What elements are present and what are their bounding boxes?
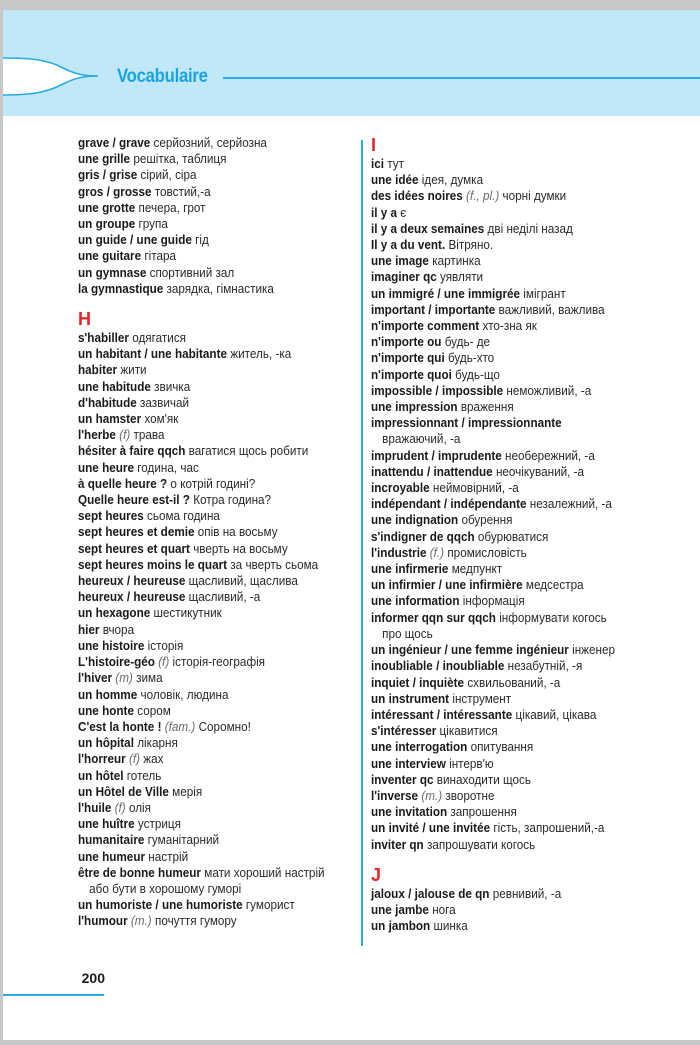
- vocab-entry: [371, 172, 650, 188]
- vocab-entry: [78, 638, 338, 654]
- ukrainian-translation: інформація: [462, 594, 525, 609]
- ukrainian-translation: готель: [126, 768, 162, 783]
- vocab-entry: [78, 605, 338, 621]
- vocab-entry: [371, 253, 650, 269]
- ukrainian-translation: олія: [128, 800, 151, 815]
- vocab-entry: [371, 837, 650, 853]
- ukrainian-translation: інтерв'ю: [449, 756, 494, 771]
- vocab-entry: [78, 654, 338, 670]
- section-letter: H: [78, 309, 91, 330]
- ukrainian-translation: будь-що: [455, 367, 500, 382]
- ukrainian-translation: будь- де: [444, 335, 491, 350]
- french-term: Quelle heure est-il ?: [78, 493, 190, 508]
- ukrainian-translation: гуманітарний: [147, 833, 220, 848]
- vocab-entry: [371, 691, 650, 707]
- grammar-note: (f): [158, 655, 170, 670]
- ukrainian-translation: медсестра: [525, 578, 584, 593]
- french-term: un immigré / une immigrée: [371, 286, 521, 301]
- ukrainian-translation: настрій: [148, 849, 189, 864]
- ukrainian-translation: зворотне: [445, 788, 495, 803]
- vocab-entry: [78, 476, 338, 492]
- vocab-entry: [371, 788, 650, 804]
- grammar-note: (m.): [130, 914, 152, 929]
- french-term: un Hôtel de Ville: [78, 784, 169, 799]
- ukrainian-translation: зима: [136, 671, 163, 686]
- ukrainian-translation: обурюватися: [477, 529, 549, 544]
- french-term: incroyable: [371, 481, 430, 496]
- french-term: hésiter à faire qqch: [78, 444, 186, 459]
- vocab-entry: [371, 512, 650, 528]
- ukrainian-translation: товстий,-а: [154, 184, 211, 199]
- vocab-entry: [371, 480, 650, 496]
- french-term: un hôpital: [78, 736, 134, 751]
- vocab-entry: [371, 561, 650, 577]
- french-term: l'horreur: [78, 752, 126, 767]
- french-term: n'importe ou: [371, 335, 442, 350]
- grammar-note: (fam.): [164, 719, 196, 734]
- ukrainian-translation: цікавитися: [439, 724, 498, 739]
- ukrainian-translation: картинка: [432, 254, 481, 269]
- ukrainian-translation: о котрій годині?: [170, 476, 256, 491]
- french-term: l'inverse: [371, 788, 419, 803]
- french-term: Il y a du vent.: [371, 238, 446, 253]
- vocab-entry: [78, 135, 338, 151]
- french-term: à quelle heure ?: [78, 476, 168, 491]
- french-term: sept heures moins le quart: [78, 557, 228, 572]
- french-term: une jambe: [371, 902, 429, 917]
- french-term: humanitaire: [78, 833, 145, 848]
- ukrainian-translation: шестикутник: [153, 606, 222, 621]
- vocab-entry: [371, 902, 650, 918]
- french-term: inattendu / inattendue: [371, 464, 493, 479]
- french-term: une histoire: [78, 638, 145, 653]
- vocab-entry: [78, 768, 338, 784]
- french-term: indépendant / indépendante: [371, 497, 527, 512]
- vocab-entry: [78, 751, 338, 767]
- french-term: une huître: [78, 817, 135, 832]
- ukrainian-translation: запрошувати когось: [426, 837, 536, 852]
- ukrainian-translation: Котра година?: [193, 493, 272, 508]
- french-term: il y a deux semaines: [371, 221, 485, 236]
- french-term: sept heures et demie: [78, 525, 195, 540]
- vocab-entry: [78, 443, 338, 459]
- french-term: habiter: [78, 363, 118, 378]
- ukrainian-translation: дві неділі назад: [487, 221, 573, 236]
- french-term: l'huile: [78, 800, 112, 815]
- vocab-entry-continuation: [371, 626, 650, 642]
- french-term: un hôtel: [78, 768, 124, 783]
- vocab-entry: [371, 707, 650, 723]
- ukrainian-translation: вражаючий, -а: [382, 432, 461, 447]
- section-letter: J: [371, 864, 382, 885]
- french-term: un humoriste / une humoriste: [78, 898, 243, 913]
- ukrainian-translation: тут: [387, 157, 405, 171]
- vocab-entry: [78, 735, 338, 751]
- vocab-entry: [371, 269, 650, 285]
- french-term: imprudent / imprudente: [371, 448, 502, 463]
- vocab-entry: [371, 610, 650, 626]
- ukrainian-translation: історія-географія: [172, 655, 266, 670]
- vocab-entry: [371, 383, 650, 399]
- french-term: inoubliable / inoubliable: [371, 659, 505, 674]
- page-number: 200: [81, 970, 105, 986]
- french-term: n'importe qui: [371, 351, 445, 366]
- ukrainian-translation: решітка, таблиця: [133, 152, 227, 167]
- vocab-entry: [371, 918, 650, 934]
- column-divider: [361, 140, 363, 946]
- ukrainian-translation: цікавий, цікава: [515, 707, 597, 722]
- vocab-entry: [371, 804, 650, 820]
- french-term: une grille: [78, 152, 131, 167]
- french-term: un habitant / une habitante: [78, 347, 228, 362]
- vocab-entry: [78, 622, 338, 638]
- vocab-entry: [78, 184, 338, 200]
- ukrainian-translation: є: [400, 205, 407, 220]
- ukrainian-translation: сором: [137, 703, 171, 718]
- french-term: heureux / heureuse: [78, 590, 186, 605]
- vocab-entry: [371, 723, 650, 739]
- vocab-entry: [78, 200, 338, 216]
- vocab-entry: [371, 820, 650, 836]
- ukrainian-translation: Вітряно.: [448, 238, 494, 253]
- header-band: [3, 10, 700, 116]
- vocab-entry: [371, 399, 650, 415]
- french-term: sept heures: [78, 509, 144, 524]
- french-term: impressionnant / impressionnante: [371, 416, 562, 431]
- french-term: heureux / heureuse: [78, 574, 186, 589]
- french-term: un groupe: [78, 217, 136, 232]
- grammar-note: (f.): [429, 545, 445, 560]
- french-term: des idées noires: [371, 189, 463, 204]
- ukrainian-translation: трава: [133, 428, 165, 443]
- ukrainian-translation: враження: [460, 400, 514, 415]
- vocab-entry: [78, 330, 338, 346]
- french-term: un infirmier / une infirmière: [371, 578, 523, 593]
- french-term: ici: [371, 157, 385, 171]
- french-term: imaginer qc: [371, 270, 437, 285]
- vocab-entry: [78, 816, 338, 832]
- ukrainian-translation: нога: [432, 902, 456, 917]
- ukrainian-translation: незабутній, -я: [507, 659, 583, 674]
- ukrainian-translation: винаходити щось: [436, 772, 531, 787]
- ukrainian-translation: жах: [143, 752, 164, 767]
- vocab-entry: [78, 849, 338, 865]
- french-term: un guide / une guide: [78, 233, 192, 248]
- french-term: impossible / impossible: [371, 383, 504, 398]
- french-term: l'humour: [78, 914, 128, 929]
- ukrainian-translation: запрошення: [450, 805, 517, 820]
- french-term: important / importante: [371, 302, 496, 317]
- ukrainian-translation: імігрант: [523, 286, 566, 301]
- vocab-entry: [78, 281, 338, 297]
- vocab-entry: [371, 334, 650, 350]
- french-term: hier: [78, 622, 100, 637]
- ukrainian-translation: хто-зна як: [482, 319, 537, 334]
- french-term: gros / grosse: [78, 184, 152, 199]
- vocab-entry: [78, 719, 338, 735]
- french-term: un instrument: [371, 691, 450, 706]
- french-term: inquiet / inquiète: [371, 675, 465, 690]
- ukrainian-translation: будь-хто: [447, 351, 495, 366]
- ukrainian-translation: про щось: [382, 626, 433, 641]
- french-term: il y a: [371, 205, 398, 220]
- french-term: une idée: [371, 173, 419, 188]
- french-term: une habitude: [78, 379, 151, 394]
- french-term: une invitation: [371, 805, 448, 820]
- vocab-entry: [371, 286, 650, 302]
- french-term: une humeur: [78, 849, 146, 864]
- vocab-entry: [371, 529, 650, 545]
- ukrainian-translation: жити: [120, 363, 147, 378]
- vocab-entry-continuation: [78, 881, 338, 897]
- vocab-entry: [78, 167, 338, 183]
- ukrainian-translation: щасливий, щаслива: [188, 574, 298, 589]
- vocab-entry: [371, 739, 650, 755]
- french-term: informer qqn sur qqch: [371, 610, 496, 625]
- ukrainian-translation: необережний, -а: [505, 448, 595, 463]
- vocab-entry: [78, 897, 338, 913]
- ukrainian-translation: неможливий, -а: [506, 383, 592, 398]
- ukrainian-translation: гість, запрошений,-а: [493, 821, 605, 836]
- vocab-entry: [371, 772, 650, 788]
- ukrainian-translation: лікарня: [137, 736, 178, 751]
- french-term: d'habitude: [78, 395, 137, 410]
- ukrainian-translation: одягатися: [132, 331, 187, 346]
- vocab-entry: [78, 427, 338, 443]
- french-term: un ingénieur / une femme ingénieur: [371, 643, 569, 658]
- french-term: une grotte: [78, 200, 136, 215]
- vocab-entry: [78, 411, 338, 427]
- ukrainian-translation: печера, грот: [138, 200, 206, 215]
- ukrainian-translation: опитування: [470, 740, 534, 755]
- vocab-entry: [371, 675, 650, 691]
- french-term: s'habiller: [78, 331, 129, 346]
- french-term: C'est la honte !: [78, 719, 162, 734]
- french-term: un jambon: [371, 919, 431, 934]
- ukrainian-translation: зарядка, гімнастика: [166, 281, 274, 296]
- ukrainian-translation: за чверть сьома: [230, 557, 319, 572]
- ukrainian-translation: важливий, важлива: [498, 302, 605, 317]
- vocab-entry: [78, 395, 338, 411]
- grammar-note: (m): [115, 671, 133, 686]
- vocab-entry: [78, 232, 338, 248]
- vocabulary-column-left: [78, 135, 358, 930]
- ukrainian-translation: хом'як: [144, 412, 179, 427]
- ukrainian-translation: неймовірний, -а: [432, 481, 519, 496]
- ukrainian-translation: година, час: [137, 460, 199, 475]
- french-term: un gymnase: [78, 265, 147, 280]
- vocab-entry: [78, 265, 338, 281]
- ukrainian-translation: група: [138, 217, 168, 232]
- french-term: jaloux / jalouse de qn: [371, 886, 490, 901]
- vocab-entry: [78, 151, 338, 167]
- ukrainian-translation: серйозний, серйозна: [153, 136, 267, 150]
- ukrainian-translation: історія: [147, 638, 184, 653]
- french-term: une information: [371, 594, 460, 609]
- vocab-entry: [371, 593, 650, 609]
- ukrainian-translation: інженер: [572, 643, 616, 658]
- french-term: une interview: [371, 756, 446, 771]
- vocab-entry: [371, 318, 650, 334]
- french-term: un homme: [78, 687, 138, 702]
- vocab-entry: [371, 545, 650, 561]
- french-term: gris / grise: [78, 168, 138, 183]
- ukrainian-translation: сірий, сіра: [140, 168, 197, 183]
- french-term: une heure: [78, 460, 134, 475]
- french-term: s'intéresser: [371, 724, 437, 739]
- french-term: un hamster: [78, 412, 142, 427]
- ukrainian-translation: звичка: [154, 379, 191, 394]
- vocab-entry: [371, 577, 650, 593]
- grammar-note: (f): [114, 800, 126, 815]
- ukrainian-translation: незалежний, -а: [529, 497, 612, 512]
- vocab-entry: [78, 687, 338, 703]
- french-term: un invité / une invitée: [371, 821, 491, 836]
- vocabulary-column-right: [371, 135, 671, 934]
- french-term: L'histoire-géo: [78, 655, 155, 670]
- ukrainian-translation: інструмент: [452, 691, 512, 706]
- french-term: la gymnastique: [78, 281, 164, 296]
- vocab-entry: [371, 658, 650, 674]
- ukrainian-translation: гід: [195, 233, 209, 248]
- ukrainian-translation: зазвичай: [140, 395, 190, 410]
- ukrainian-translation: неочікуваний, -а: [495, 464, 585, 479]
- ukrainian-translation: щасливий, -а: [188, 590, 261, 605]
- vocab-entry: [78, 913, 338, 929]
- french-term: inventer qc: [371, 772, 434, 787]
- grammar-note: (f): [119, 428, 131, 443]
- vocab-entry: [78, 557, 338, 573]
- french-term: une guitare: [78, 249, 142, 264]
- vocab-entry: [78, 784, 338, 800]
- vocab-entry: [371, 367, 650, 383]
- grammar-note: (f., pl.): [466, 189, 500, 204]
- french-term: être de bonne humeur: [78, 865, 202, 880]
- page-number-rule: [3, 994, 104, 996]
- ukrainian-translation: мати хороший настрій: [204, 865, 325, 880]
- vocab-entry: [78, 573, 338, 589]
- french-term: n'importe comment: [371, 319, 480, 334]
- ukrainian-translation: чорні думки: [502, 189, 567, 204]
- vocab-entry: [78, 508, 338, 524]
- vocab-entry: [78, 541, 338, 557]
- french-term: l'hiver: [78, 671, 113, 686]
- ukrainian-translation: інформувати когось: [499, 610, 607, 625]
- ukrainian-translation: гуморист: [245, 898, 295, 913]
- vocab-entry: [78, 589, 338, 605]
- vocab-entry: [78, 703, 338, 719]
- ukrainian-translation: ідея, думка: [421, 173, 484, 188]
- ukrainian-translation: вагатися щось робити: [188, 444, 309, 459]
- french-term: une infirmerie: [371, 562, 449, 577]
- ukrainian-translation: мерія: [172, 784, 203, 799]
- vocab-entry: [78, 865, 338, 881]
- french-term: l'industrie: [371, 545, 427, 560]
- ukrainian-translation: або бути в хорошому гуморі: [89, 881, 242, 896]
- vocab-entry: [371, 237, 650, 253]
- french-term: n'importe quoi: [371, 367, 452, 382]
- french-term: s'indigner de qqch: [371, 529, 475, 544]
- french-term: une image: [371, 254, 429, 269]
- ukrainian-translation: чверть на восьму: [193, 541, 288, 556]
- french-term: grave / grave: [78, 136, 151, 150]
- ukrainian-translation: сьома година: [147, 509, 220, 524]
- vocab-entry: [78, 524, 338, 540]
- ukrainian-translation: шинка: [433, 919, 468, 934]
- ukrainian-translation: вчора: [102, 622, 135, 637]
- french-term: sept heures et quart: [78, 541, 190, 556]
- ukrainian-translation: опів на восьму: [197, 525, 278, 540]
- vocab-entry: [371, 448, 650, 464]
- ukrainian-translation: обурення: [461, 513, 513, 528]
- ukrainian-translation: гітара: [144, 249, 177, 264]
- vocab-entry: [371, 464, 650, 480]
- vocab-entry: [371, 221, 650, 237]
- vocab-entry: [371, 642, 650, 658]
- dictionary-page: [3, 10, 700, 1040]
- ukrainian-translation: устриця: [137, 817, 181, 832]
- vocab-entry: [78, 800, 338, 816]
- ukrainian-translation: почуття гумору: [154, 914, 237, 929]
- header-tab-shape-icon: [3, 10, 700, 116]
- vocab-entry: [371, 496, 650, 512]
- vocab-entry: [78, 362, 338, 378]
- vocab-entry: [78, 346, 338, 362]
- ukrainian-translation: схвильований, -а: [467, 675, 561, 690]
- vocab-entry: [371, 350, 650, 366]
- ukrainian-translation: медпункт: [451, 562, 503, 577]
- french-term: une impression: [371, 400, 458, 415]
- ukrainian-translation: Соромно!: [198, 719, 251, 734]
- vocab-entry: [371, 756, 650, 772]
- vocab-entry: [78, 248, 338, 264]
- french-term: inviter qn: [371, 837, 424, 852]
- vocab-entry: [371, 156, 650, 172]
- vocab-entry: [371, 302, 650, 318]
- vocab-entry-continuation: [371, 431, 650, 447]
- vocab-entry: [78, 216, 338, 232]
- page-title: Vocabulaire: [117, 66, 208, 87]
- grammar-note: (f): [128, 752, 141, 767]
- vocab-entry: [78, 379, 338, 395]
- vocab-entry: [78, 460, 338, 476]
- ukrainian-translation: житель, -ка: [230, 347, 292, 362]
- vocab-entry: [371, 205, 650, 221]
- vocab-entry: [371, 415, 650, 431]
- vocab-entry: [78, 492, 338, 508]
- french-term: intéressant / intéressante: [371, 707, 513, 722]
- vocab-entry: [371, 188, 650, 204]
- vocab-entry: [78, 670, 338, 686]
- ukrainian-translation: уявляти: [439, 270, 484, 285]
- ukrainian-translation: промисловість: [447, 545, 527, 560]
- ukrainian-translation: чоловік, людина: [140, 687, 229, 702]
- french-term: l'herbe: [78, 428, 116, 443]
- french-term: une interrogation: [371, 740, 468, 755]
- french-term: une indignation: [371, 513, 459, 528]
- french-term: un hexagone: [78, 606, 151, 621]
- grammar-note: (m.): [421, 788, 443, 803]
- ukrainian-translation: спортивний зал: [149, 265, 235, 280]
- french-term: une honte: [78, 703, 134, 718]
- vocab-entry: [371, 886, 650, 902]
- vocab-entry: [78, 832, 338, 848]
- ukrainian-translation: ревнивий, -а: [492, 886, 562, 901]
- section-letter: I: [371, 135, 377, 155]
